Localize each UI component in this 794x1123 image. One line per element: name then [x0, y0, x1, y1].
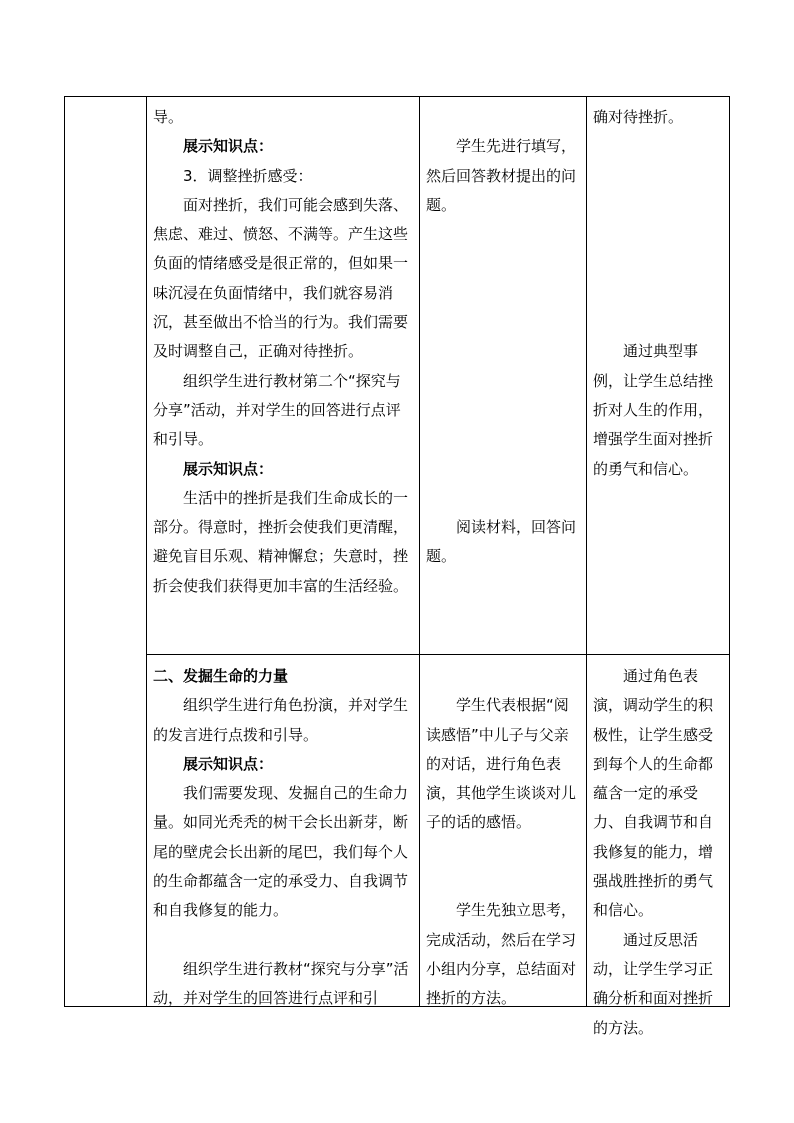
spacer	[426, 337, 580, 366]
table-border-left	[64, 96, 65, 1007]
spacer	[426, 249, 580, 278]
paragraph: 学生代表根据“阅读感悟”中儿子与父亲的对话，进行角色表演，其他学生谈谈对儿子的话的感悟。	[426, 696, 577, 832]
paragraph: 学生先进行填写，然后回答教材提出的问题。	[426, 137, 577, 214]
spacer	[593, 162, 727, 191]
paragraph: 确对待挫折。	[593, 108, 684, 126]
spacer	[153, 926, 415, 955]
paragraph: 我们需要发现、发掘自己的生命力量。如同光秃秃的树干会长出新芽，断尾的壁虎会长出新的尾巴，我们每个人的生命都蕴含一定的承受力、自我调节和自我修复的能力。	[153, 784, 409, 920]
table-border-top	[64, 96, 730, 97]
paragraph: 通过角色表演，调动学生的积极性，让学生感受到每个人的生命都蕴含一定的承受力、自我调节和自我修复的能力，增强战胜挫折的勇气和信心。	[593, 667, 714, 920]
spacer	[426, 103, 580, 132]
teacher-activity-cell	[153, 662, 415, 1014]
spacer	[426, 484, 580, 513]
paragraph: 导。	[153, 108, 184, 126]
spacer	[426, 425, 580, 454]
spacer	[426, 396, 580, 425]
paragraph: 通过反思活动，让学生学习正确分析和面对挫折的方法。	[593, 930, 714, 1037]
paragraph: 展示知识点：	[183, 754, 274, 773]
spacer	[593, 132, 727, 161]
design-intent-cell	[593, 662, 727, 1043]
paragraph: 组织学生进行角色扮演，并对学生的发言进行点拨和引导。	[153, 696, 409, 744]
spacer	[426, 367, 580, 396]
paragraph: 展示知识点：	[183, 459, 274, 478]
spacer	[593, 308, 727, 337]
paragraph: 面对挫折，我们可能会感到失落、焦虑、难过、愤怒、不满等。产生这些负面的情绪感受是很正常的，但如果一味沉浸在负面情绪中，我们就容易消沉，甚至做出不恰当的行为。我们需要及时调整自己，正确对待挫折。	[153, 195, 409, 361]
spacer	[426, 308, 580, 337]
teacher-activity-cell	[153, 103, 415, 601]
spacer	[593, 279, 727, 308]
column-divider-3	[586, 96, 587, 1007]
spacer	[426, 279, 580, 308]
paragraph: 生活中的挫折是我们生命成长的一部分。得意时，挫折会使我们更清醒，避免盲目乐观、精神懈怠；失意时，挫折会使我们获得更加丰富的生活经验。	[153, 488, 409, 595]
paragraph: 3．调整挫折感受：	[183, 166, 313, 185]
spacer	[426, 662, 580, 691]
paragraph: 阅读材料，回答问题。	[426, 518, 577, 566]
spacer	[426, 838, 580, 867]
paragraph: 展示知识点：	[183, 137, 274, 156]
spacer	[426, 220, 580, 249]
column-divider-1	[146, 96, 147, 1007]
paragraph: 组织学生进行教材“探究与分享”活动，并对学生的回答进行点评和引	[153, 959, 409, 1008]
table-border-right	[729, 96, 730, 1007]
spacer	[593, 220, 727, 249]
paragraph: 学生先独立思考，完成活动，然后在学习小组内分享，总结面对挫折的方法。	[426, 901, 577, 1008]
spacer	[593, 191, 727, 220]
student-activity-cell	[426, 662, 580, 1014]
paragraph: 二、发掘生命的力量	[153, 667, 289, 685]
paragraph: 通过典型事例，让学生总结挫折对人生的作用，增强学生面对挫折的勇气和信心。	[593, 342, 714, 478]
spacer	[426, 455, 580, 484]
paragraph: 组织学生进行教材第二个“探究与分享”活动，并对学生的回答进行点评和引导。	[153, 371, 401, 449]
design-intent-cell	[593, 103, 727, 484]
column-divider-2	[419, 96, 420, 1007]
spacer	[426, 867, 580, 896]
spacer	[593, 249, 727, 278]
row-divider	[146, 654, 730, 655]
student-activity-cell	[426, 103, 580, 572]
